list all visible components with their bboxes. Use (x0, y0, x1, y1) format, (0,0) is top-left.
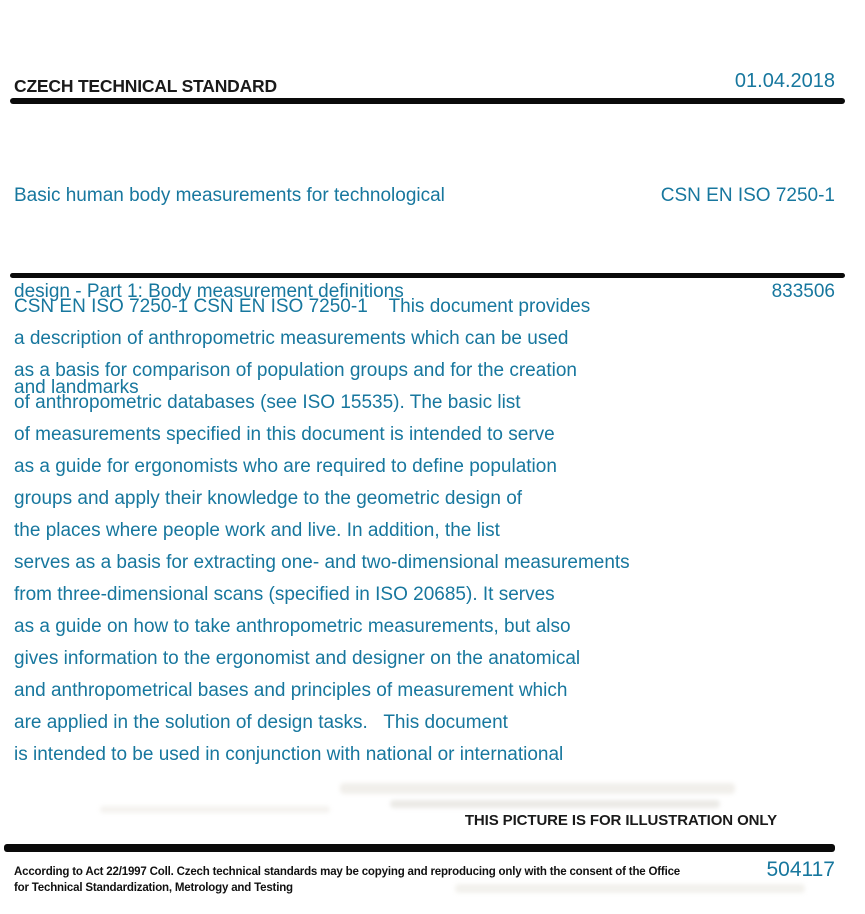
abstract-line: as a basis for comparison of population groups and for the creation (14, 360, 577, 381)
abstract-line: is intended to be used in conjunction with national or international (14, 744, 564, 765)
copyright-line: According to Act 22/1997 Coll. Czech technical standards may be copying and reproducing only with the consent of the Office (14, 864, 681, 878)
abstract-line: are applied in the solution of design tasks. This document (14, 712, 508, 733)
abstract-line: from three-dimensional scans (specified in ISO 20685). It serves (14, 584, 555, 605)
abstract-line: CSN EN ISO 7250-1 CSN EN ISO 7250-1 This document provides (14, 296, 591, 317)
document-order-number: 504117 (766, 858, 835, 881)
standard-code: CSN EN ISO 7250-1 (660, 185, 835, 206)
title-line: Basic human body measurements for technological (14, 185, 445, 206)
faded-scan-artifact (340, 783, 735, 794)
abstract-line: gives information to the ergonomist and designer on the anatomical (14, 648, 581, 669)
abstract-line: serves as a basis for extracting one- and two-dimensional measurements (14, 552, 630, 573)
abstract-line: as a guide for ergonomists who are required to define population (14, 456, 557, 477)
footer-divider-rule (4, 844, 835, 852)
standard-identifiers (661, 116, 835, 372)
abstract-line: and anthropometrical bases and principles of measurement which (14, 680, 568, 701)
issue-date: 01.04.2018 (734, 70, 835, 92)
abstract-line: of measurements specified in this document is intended to serve (14, 424, 555, 445)
title-divider-rule (10, 273, 845, 278)
standard-type-label: CZECH TECHNICAL STANDARD (14, 76, 277, 96)
title-line: and landmarks (14, 377, 139, 398)
header-divider-rule (10, 98, 845, 104)
abstract-line: groups and apply their knowledge to the geometric design of (14, 488, 523, 509)
abstract-line: the places where people work and live. In addition, the list (14, 520, 500, 541)
copyright-line: for Technical Standardization, Metrology and Testing (14, 880, 293, 894)
abstract-line: of anthropometric databases (see ISO 15535). The basic list (14, 392, 521, 413)
copyright-notice (14, 863, 680, 895)
abstract-line: as a guide on how to take anthropometric measurements, but also (14, 616, 571, 637)
abstract-line: a description of anthropometric measurements which can be used (14, 328, 569, 349)
title-line: design - Part 1: Body measurement definitions (14, 281, 404, 302)
faded-scan-artifact (100, 806, 330, 813)
illustration-only-notice: THIS PICTURE IS FOR ILLUSTRATION ONLY (464, 812, 777, 829)
faded-scan-artifact (390, 800, 720, 808)
abstract-text (14, 291, 630, 771)
class-number: 833506 (771, 281, 835, 302)
